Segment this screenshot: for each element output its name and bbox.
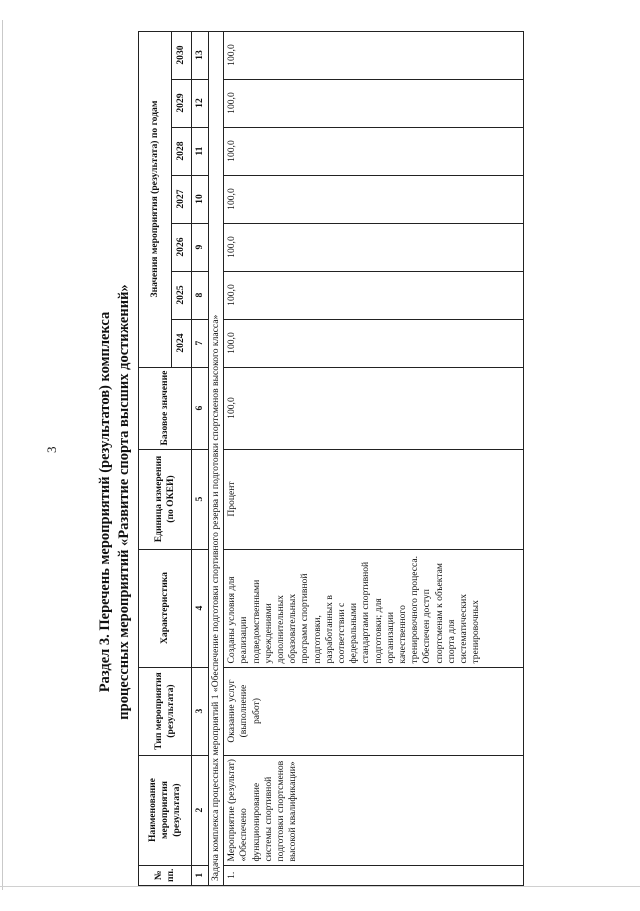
title-line-1: Раздел 3. Перечень мероприятий (результатов) комплекса	[97, 311, 113, 693]
rotated-content	[96, 12, 616, 892]
header-year: 2028	[172, 127, 192, 175]
header-year: 2027	[172, 175, 192, 223]
header-values-by-year: Значения мероприятия (результата) по годам	[139, 31, 172, 367]
row-value: 100,0	[224, 175, 524, 223]
table-row	[224, 31, 524, 885]
scan-edge-left	[2, 20, 3, 890]
row-value: 100,0	[224, 127, 524, 175]
column-index: 3	[192, 667, 209, 755]
column-index: 12	[192, 79, 209, 127]
header-year: 2029	[172, 79, 192, 127]
row-unit: Процент	[224, 449, 524, 549]
section-title	[96, 112, 134, 892]
header-characteristic: Характеристика	[139, 549, 192, 667]
column-index: 13	[192, 31, 209, 79]
header-year: 2024	[172, 319, 192, 367]
row-value: 100,0	[224, 31, 524, 79]
header-unit: Единица измерения (по ОКЕИ)	[139, 449, 192, 549]
column-index: 4	[192, 549, 209, 667]
header-base: Базовое значение	[139, 367, 192, 449]
row-base: 100,0	[224, 367, 524, 449]
task-text: Задача комплекса процессных мероприятий 1 «Обеспечение подготовки спортивного резерва и подготовки спортсменов высокого класса»	[209, 31, 224, 885]
header-year: 2030	[172, 31, 192, 79]
column-index: 9	[192, 223, 209, 271]
row-name: Мероприятие (результат) «Обеспечено функционирование системы спортивной подготовки спортсменов высокой квалификации»	[224, 755, 524, 865]
task-row	[209, 31, 224, 885]
column-index: 10	[192, 175, 209, 223]
header-num: № пп.	[139, 865, 192, 885]
row-value: 100,0	[224, 79, 524, 127]
row-type: Оказание услуг (выполнение работ)	[224, 667, 524, 755]
row-value: 100,0	[224, 271, 524, 319]
page-number: 3	[44, 446, 59, 453]
title-line-2: процессных мероприятий «Развитие спорта высших достижений»	[116, 284, 132, 720]
header-year: 2025	[172, 271, 192, 319]
activities-table	[138, 31, 524, 886]
column-index: 6	[192, 367, 209, 449]
header-year: 2026	[172, 223, 192, 271]
row-characteristic: Созданы условия для реализации подведомственными учреждениями дополнительных образовательных программ спортивной подготовки, разработанных в соответствии с федеральными стандартами спортивной подготовки; для организации качественного тренировочного процесса. Обеспечен доступ спортсменам к объектам спорта для систематических тренировочных	[224, 549, 524, 667]
row-num: 1.	[224, 865, 524, 885]
column-index-row	[192, 31, 209, 885]
column-index: 8	[192, 271, 209, 319]
row-value: 100,0	[224, 319, 524, 367]
column-index: 2	[192, 755, 209, 865]
row-value: 100,0	[224, 223, 524, 271]
column-index: 7	[192, 319, 209, 367]
header-type: Тип мероприятия (результата)	[139, 667, 192, 755]
column-index: 1	[192, 865, 209, 885]
column-index: 5	[192, 449, 209, 549]
column-index: 11	[192, 127, 209, 175]
header-name: Наименование мероприятия (результата)	[139, 755, 192, 865]
